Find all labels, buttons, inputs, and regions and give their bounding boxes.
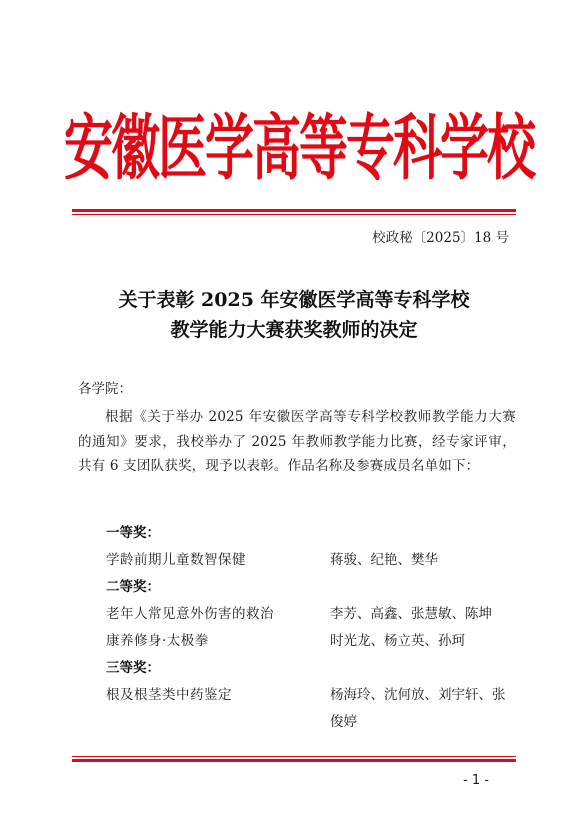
award-row <box>106 628 516 655</box>
page-number: - 1 - <box>463 773 489 788</box>
award-work-title: 学龄前期儿童数智保健 <box>106 552 246 568</box>
award-heading-first: 一等奖： <box>106 525 160 541</box>
salutation: 各学院： <box>78 381 132 397</box>
award-work-title: 根及根茎类中药鉴定 <box>106 687 232 703</box>
award-row <box>106 547 516 574</box>
award-row <box>106 682 516 736</box>
document-title-line-1: 关于表彰 2025 年安徽医学高等专科学校 <box>118 289 470 311</box>
award-work-title: 康养修身·太极拳 <box>106 633 209 649</box>
footer-red-rule-thin <box>72 756 516 757</box>
award-members: 李芳、高鑫、张慧敏、陈坤 <box>330 606 492 622</box>
body-paragraph: 根据《关于举办 2025 年安徽医学高等专科学校教师教学能力大赛的通知》要求，我校举办了 2025 年教师教学能力比赛，经专家评审，共有 6 支团队获奖，现予以表彰。作品名称及参赛成员名单如下： <box>78 409 516 474</box>
letterhead-title: 安徽医学高等专科学校 <box>64 105 535 191</box>
document-number: 校政秘〔2025〕18 号 <box>372 230 509 246</box>
award-heading-third: 三等奖： <box>106 660 160 676</box>
award-list <box>106 520 516 736</box>
letterhead-red-rule-thick <box>72 209 516 212</box>
award-members: 杨海玲、沈何放、刘宇轩、张俊婷 <box>330 687 506 730</box>
award-row <box>106 601 516 628</box>
award-work-title: 老年人常见意外伤害的救治 <box>106 606 274 622</box>
footer-red-rule-thick <box>72 759 516 762</box>
letterhead-red-rule-thin <box>72 214 516 215</box>
document-title-line-2: 教学能力大赛获奖教师的决定 <box>170 319 418 341</box>
award-members: 时光龙、杨立英、孙珂 <box>330 633 465 649</box>
award-heading-second: 二等奖： <box>106 579 160 595</box>
award-members: 蒋骏、纪艳、樊华 <box>330 552 438 568</box>
